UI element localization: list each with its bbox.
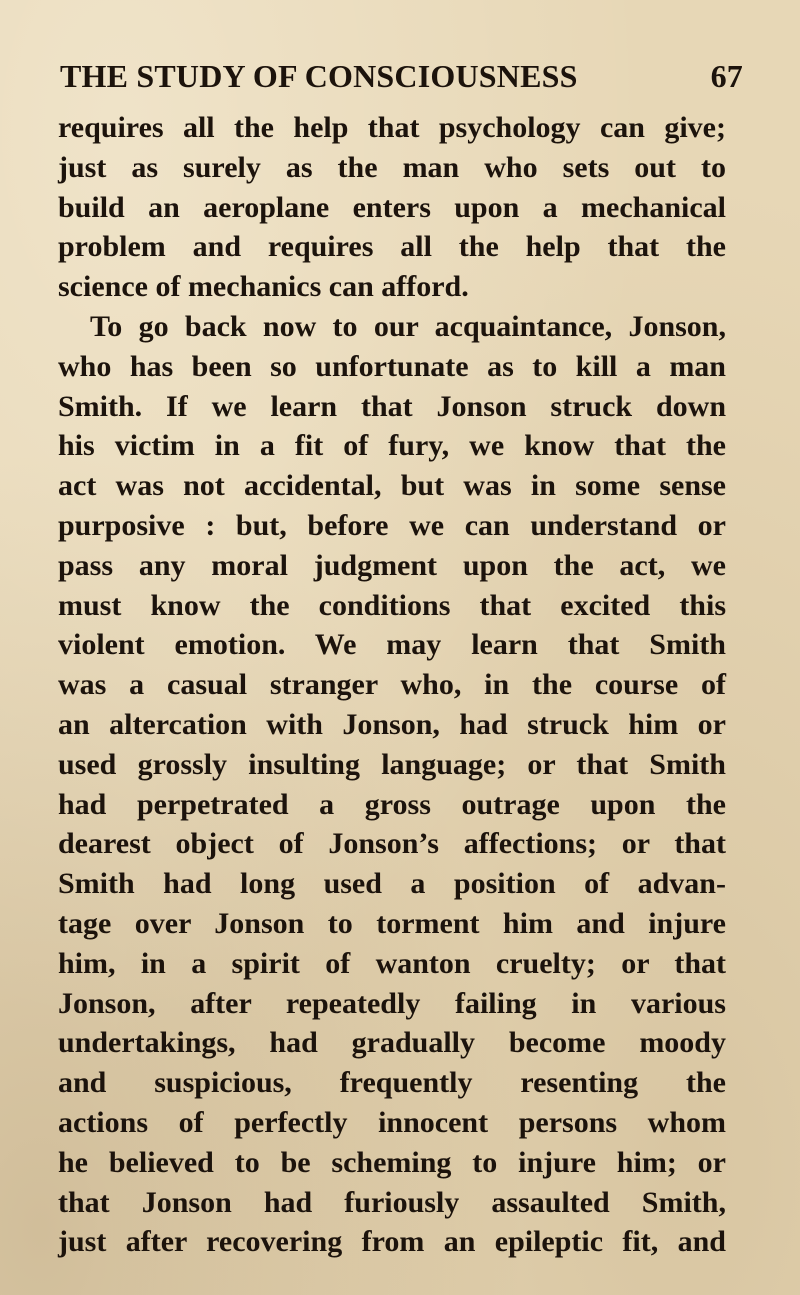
- text-line: requires all the help that psychology can give;: [58, 111, 726, 144]
- running-head: [60, 58, 743, 102]
- paragraph-start-line: To go back now to our acquaintance, Jonson,: [90, 309, 726, 343]
- text-line: an altercation with Jonson, had struck him or: [58, 707, 726, 741]
- text-line: undertakings, had gradually become moody: [58, 1026, 726, 1060]
- text-line: just after recovering from an epileptic fit, and: [58, 1225, 726, 1259]
- text-line: purposive : but, before we can understand or: [58, 508, 726, 542]
- text-line: who has been so unfortunate as to kill a man: [58, 349, 726, 383]
- text-line: Jonson, after repeatedly failing in various: [58, 986, 726, 1020]
- text-line: act was not accidental, but was in some sense: [58, 469, 726, 503]
- text-line: tage over Jonson to torment him and injure: [58, 906, 726, 940]
- text-line: Smith had long used a position of advan-: [58, 867, 726, 901]
- text-line: actions of perfectly innocent persons whom: [58, 1105, 726, 1139]
- text-line: that Jonson had furiously assaulted Smith,: [58, 1185, 726, 1219]
- text-line: used grossly insulting language; or that Smith: [58, 747, 726, 781]
- text-line: and suspicious, frequently resenting the: [58, 1066, 726, 1100]
- text-line: must know the conditions that excited this: [58, 588, 726, 622]
- text-line: was a casual stranger who, in the course of: [58, 668, 726, 702]
- text-line: just as surely as the man who sets out to: [58, 150, 726, 184]
- text-line: he believed to be scheming to injure him; or: [58, 1145, 726, 1179]
- text-line: dearest object of Jonson’s affections; or that: [58, 827, 726, 861]
- running-title: THE STUDY OF CONSCIOUSNESS: [60, 58, 578, 94]
- page-number: 67: [710, 58, 743, 94]
- text-line: build an aeroplane enters upon a mechanical: [58, 190, 726, 224]
- text-line: violent emotion. We may learn that Smith: [58, 628, 726, 662]
- text-line: science of mechanics can afford.: [58, 270, 469, 304]
- text-line: his victim in a fit of fury, we know that the: [58, 429, 726, 463]
- text-line: Smith. If we learn that Jonson struck down: [58, 389, 726, 423]
- text-line: had perpetrated a gross outrage upon the: [58, 787, 726, 821]
- body-text: [58, 108, 726, 1262]
- text-line: him, in a spirit of wanton cruelty; or that: [58, 946, 726, 980]
- text-line: pass any moral judgment upon the act, we: [58, 548, 726, 582]
- text-line: problem and requires all the help that the: [58, 230, 726, 264]
